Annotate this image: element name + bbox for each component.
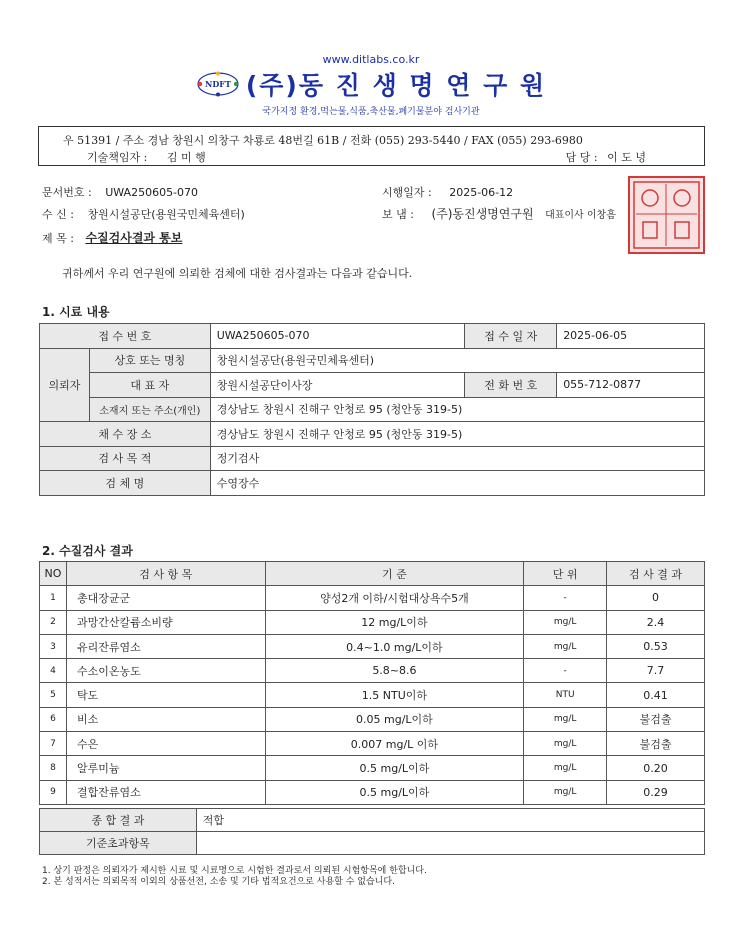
result-no: 7: [40, 732, 67, 756]
table-row: [40, 832, 705, 855]
result-no: 1: [40, 586, 67, 610]
result-no: 5: [40, 683, 67, 707]
receipt-no-value: UWA250605-070: [210, 324, 465, 349]
footnote: 1. 상기 판정은 의뢰자가 제시한 시료 및 시료명으로 시험한 결과로서 의뢰된 시험항목에 한합니다.: [42, 866, 427, 876]
sender: [382, 205, 616, 222]
result-unit: -: [524, 659, 607, 683]
svg-text:NDFT: NDFT: [204, 79, 231, 89]
specimen-value: 수영장수: [210, 471, 704, 496]
contact-name: 이 도 녕: [607, 151, 646, 164]
specimen-label: 검 체 명: [40, 471, 211, 496]
phone-label: 전 화 번 호: [465, 373, 557, 398]
subject: [42, 229, 182, 246]
issue-date-label: 시행일자 :: [382, 186, 432, 199]
overall-result-value: 적합: [196, 809, 704, 832]
result-standard: 0.007 mg/L 이하: [265, 732, 524, 756]
result-item: 비소: [66, 707, 265, 731]
result-value: 0.41: [607, 683, 705, 707]
table-row: [40, 471, 705, 496]
exceed-items-label: 기준초과항목: [40, 832, 197, 855]
result-item: 탁도: [66, 683, 265, 707]
results-table: [39, 561, 705, 805]
result-row: [40, 683, 705, 707]
issue-date: [382, 184, 513, 200]
footnote: 2. 본 성적서는 의뢰목적 이외의 상품선전, 소송 및 기타 법적요건으로 사용할 수 없습니다.: [42, 877, 395, 887]
result-unit: mg/L: [524, 634, 607, 658]
sample-info-table: [39, 323, 705, 496]
result-row: [40, 610, 705, 634]
result-unit: mg/L: [524, 756, 607, 780]
result-no: 6: [40, 707, 67, 731]
recipient: [42, 206, 245, 222]
sender-label: 보 냄 :: [382, 208, 414, 221]
purpose-value: 정기검사: [210, 446, 704, 471]
summary-table: [39, 808, 705, 855]
business-name-value: 창원시설공단(용원국민체육센터): [210, 348, 704, 373]
result-unit: NTU: [524, 683, 607, 707]
result-item: 유리잔류염소: [66, 634, 265, 658]
contact-label: 담 당 :: [565, 151, 598, 164]
result-item: 수은: [66, 732, 265, 756]
table-row: [40, 348, 705, 373]
address-line: 우 51391 / 주소 경남 창원시 의창구 차룡로 48번길 61B / 전화 (055) 293-5440 / FAX (055) 293-6980: [63, 134, 583, 147]
subject-label: 제 목 :: [42, 232, 74, 245]
company-seal: [628, 176, 705, 254]
result-value: 2.4: [607, 610, 705, 634]
header-result: 검 사 결 과: [607, 562, 705, 586]
sampling-place-value: 경상남도 창원시 진해구 안청로 95 (청안동 319-5): [210, 422, 704, 447]
sender-value: (주)동진생명연구원: [431, 207, 534, 221]
business-name-label: 상호 또는 명칭: [89, 348, 210, 373]
result-value: 0.29: [607, 780, 705, 804]
recipient-label: 수 신 :: [42, 208, 74, 221]
result-unit: mg/L: [524, 732, 607, 756]
representative-label: 대 표 자: [89, 373, 210, 398]
section1-title: 1. 시료 내용: [42, 305, 110, 319]
result-row: [40, 732, 705, 756]
result-value: 7.7: [607, 659, 705, 683]
result-item: 결합잔류염소: [66, 780, 265, 804]
company-name: (주)동 진 생 명 연 구 원: [245, 71, 547, 100]
address-label: 소재지 또는 주소(개인): [89, 397, 210, 422]
result-no: 2: [40, 610, 67, 634]
address-box: [38, 126, 705, 166]
table-row: [40, 397, 705, 422]
result-unit: -: [524, 586, 607, 610]
result-standard: 5.8~8.6: [265, 659, 524, 683]
footnotes: [42, 866, 427, 888]
table-row: [40, 809, 705, 832]
result-standard: 0.4~1.0 mg/L이하: [265, 634, 524, 658]
exceed-items-value: [196, 832, 704, 855]
result-standard: 1.5 NTU이하: [265, 683, 524, 707]
address-value: 경상남도 창원시 진해구 안청로 95 (청안동 319-5): [210, 397, 704, 422]
result-standard: 0.5 mg/L이하: [265, 756, 524, 780]
result-row: [40, 634, 705, 658]
header-standard: 기 준: [265, 562, 524, 586]
table-row: [40, 373, 705, 398]
tech-manager: [87, 149, 206, 165]
result-row: [40, 756, 705, 780]
company-header: [0, 66, 742, 102]
result-item: 과망간산칼륨소비량: [66, 610, 265, 634]
result-standard: 양성2개 이하/시험대상욕수5개: [265, 586, 524, 610]
client-label: 의뢰자: [40, 348, 90, 422]
doc-number-value: UWA250605-070: [105, 186, 199, 199]
result-standard: 0.05 mg/L이하: [265, 707, 524, 731]
doc-number: [42, 184, 198, 200]
result-value: 0: [607, 586, 705, 610]
result-standard: 12 mg/L이하: [265, 610, 524, 634]
sampling-place-label: 채 수 장 소: [40, 422, 211, 447]
result-item: 수소이온농도: [66, 659, 265, 683]
results-header-row: [40, 562, 705, 586]
contact-person: [566, 149, 646, 165]
result-item: 총대장균군: [66, 586, 265, 610]
result-row: [40, 659, 705, 683]
recipient-value: 창원시설공단(용원국민체육센터): [87, 208, 245, 221]
result-row: [40, 780, 705, 804]
result-no: 4: [40, 659, 67, 683]
greeting-text: 귀하께서 우리 연구원에 의뢰한 검체에 대한 검사결과는 다음과 같습니다.: [62, 267, 413, 280]
result-value: 불검출: [607, 732, 705, 756]
representative-value: 창원시설공단이사장: [210, 373, 465, 398]
result-unit: mg/L: [524, 707, 607, 731]
phone-value: 055-712-0877: [557, 373, 705, 398]
doc-number-label: 문서번호 :: [42, 186, 92, 199]
result-value: 불검출: [607, 707, 705, 731]
company-logo: [196, 71, 240, 97]
header-unit: 단 위: [524, 562, 607, 586]
result-no: 8: [40, 756, 67, 780]
receipt-date-label: 접 수 일 자: [465, 324, 557, 349]
result-value: 0.53: [607, 634, 705, 658]
result-unit: mg/L: [524, 780, 607, 804]
company-tagline: 국가지정 환경,먹는물,식품,축산물,폐기물분야 검사기관: [262, 107, 480, 117]
result-standard: 0.5 mg/L이하: [265, 780, 524, 804]
tech-manager-name: 김 미 행: [166, 151, 206, 164]
receipt-no-label: 접 수 번 호: [40, 324, 211, 349]
receipt-date-value: 2025-06-05: [557, 324, 705, 349]
table-row: [40, 446, 705, 471]
overall-result-label: 종 합 결 과: [40, 809, 197, 832]
result-value: 0.20: [607, 756, 705, 780]
result-no: 3: [40, 634, 67, 658]
result-row: [40, 586, 705, 610]
result-unit: mg/L: [524, 610, 607, 634]
result-item: 알루미늄: [66, 756, 265, 780]
result-no: 9: [40, 780, 67, 804]
sender-representative: 대표이사 이창흠: [545, 210, 616, 221]
section2-title: 2. 수질검사 결과: [42, 544, 133, 558]
header-no: NO: [40, 562, 67, 586]
purpose-label: 검 사 목 적: [40, 446, 211, 471]
website-url[interactable]: www.ditlabs.co.kr: [322, 53, 420, 66]
result-row: [40, 707, 705, 731]
issue-date-value: 2025-06-12: [449, 186, 514, 199]
tech-manager-label: 기술책임자 :: [87, 151, 148, 164]
subject-value: 수질검사결과 통보: [85, 231, 183, 245]
header-item: 검 사 항 목: [66, 562, 265, 586]
table-row: [40, 324, 705, 349]
table-row: [40, 422, 705, 447]
